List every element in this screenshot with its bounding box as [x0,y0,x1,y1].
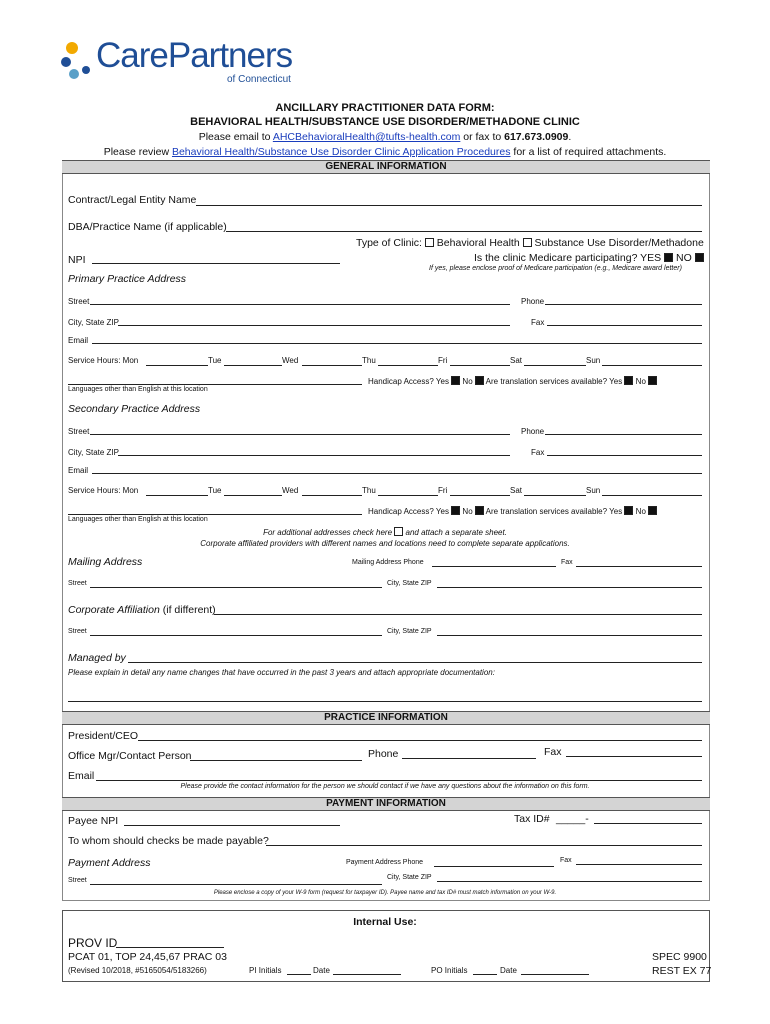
email-instructions: Please email to AHCBehavioralHealth@tufts-health.com or fax to 617.673.0909. [198,131,572,143]
sat-field[interactable] [524,495,586,496]
medicare-row: Is the clinic Medicare participating? YES NO [474,252,704,264]
email-link[interactable]: AHCBehavioralHealth@tufts-health.com [272,131,461,143]
practice-fax-label: Fax [544,746,562,758]
translation-yes-checkbox[interactable] [624,506,633,515]
mailing-city-label: City, State ZIP [387,580,432,587]
practice-email-field[interactable] [96,780,702,781]
logo-text: CarePartners [96,36,293,75]
thu-field[interactable] [378,495,438,496]
primary-phone-field[interactable] [545,304,702,305]
medicare-yes-checkbox[interactable] [664,253,673,262]
mgr-label: Office Mgr/Contact Person [68,750,192,762]
payment-fax-field[interactable] [576,864,702,865]
payment-city-label: City, State ZIP [387,874,432,881]
form-title-2: BEHAVIORAL HEALTH/SUBSTANCE USE DISORDER/METHADONE CLINIC [190,116,580,128]
payee-npi-field[interactable] [124,825,340,826]
managed-by-field[interactable] [128,662,702,663]
spec-text: SPEC 9900 [652,951,707,963]
prov-id-label: PROV ID [68,936,118,950]
practice-phone-label: Phone [368,748,399,760]
translation-no-checkbox[interactable] [648,376,657,385]
primary-fax-field[interactable] [547,325,702,326]
handicap-yes-checkbox[interactable] [451,506,460,515]
dba-label: DBA/Practice Name (if applicable) [68,221,227,233]
mon-field[interactable] [146,365,208,366]
po-date-field[interactable] [521,974,589,975]
po-initials-field[interactable] [473,974,497,975]
primary-hours-row: Service Hours: Mon Tue Wed Thu Fri Sat Sun [68,356,704,368]
payment-fax-label: Fax [560,857,572,864]
pi-initials-label: PI Initials [249,966,282,975]
secondary-address-heading: Secondary Practice Address [68,403,201,415]
corp-city-label: City, State ZIP [387,628,432,635]
practice-fax-field[interactable] [566,756,702,757]
pi-initials-field[interactable] [287,974,311,975]
npi-field[interactable] [92,263,340,264]
secondary-street-label: Street [68,427,90,436]
translation-no-checkbox[interactable] [648,506,657,515]
payable-field[interactable] [266,845,702,846]
secondary-languages-field[interactable] [68,514,362,515]
corp-street-label: Street [68,628,87,635]
mon-field[interactable] [146,495,208,496]
sun-field[interactable] [602,495,702,496]
sun-field[interactable] [602,365,702,366]
handicap-no-checkbox[interactable] [475,376,484,385]
thu-field[interactable] [378,365,438,366]
wed-field[interactable] [302,365,362,366]
logo-subtext: of Connecticut [227,74,291,85]
payment-phone-label: Payment Address Phone [346,859,424,866]
mailing-fax-label: Fax [561,559,573,566]
secondary-access-row: Handicap Access? Yes No Are translation services available? Yes No [368,506,657,516]
payment-phone-field[interactable] [434,866,554,867]
secondary-street-field[interactable] [90,434,510,435]
primary-address-heading: Primary Practice Address [68,273,187,285]
secondary-city-label: City, State ZIP [68,448,119,457]
payment-city-field[interactable] [437,881,702,882]
corp-city-field[interactable] [437,635,702,636]
tax-id-blank[interactable]: _____- [556,813,589,825]
payment-info-header: PAYMENT INFORMATION [62,797,710,811]
primary-email-field[interactable] [92,343,702,344]
payment-note: Please enclose a copy of your W-9 form (request for taxpayer ID). Payee name and tax ID# must match information on your W-9. [213,890,557,896]
po-initials-label: PO Initials [431,966,468,975]
pi-date-label: Date [313,966,330,975]
secondary-phone-label: Phone [521,427,545,436]
dba-field[interactable] [226,231,702,232]
primary-city-label: City, State ZIP [68,318,119,327]
additional-addresses-note: For additional addresses check here and attach a separate sheet. [263,528,507,537]
name-changes-field[interactable] [68,701,702,702]
tue-field[interactable] [224,495,282,496]
ceo-label: President/CEO [68,730,139,742]
primary-city-field[interactable] [118,325,510,326]
practice-note: Please provide the contact information for the person we should contact if we have any questions about the information on this form. [180,783,590,790]
po-date-label: Date [500,966,517,975]
managed-by-label: Managed by [68,652,126,664]
payee-npi-label: Payee NPI [68,815,119,827]
mailing-street-label: Street [68,580,87,587]
payment-street-label: Street [68,877,87,884]
sat-field[interactable] [524,365,586,366]
primary-street-label: Street [68,297,90,306]
pcat-text: PCAT 01, TOP 24,45,67 PRAC 03 [68,951,227,963]
tax-id-label: Tax ID# [514,813,550,825]
tax-id-field[interactable] [594,823,702,824]
medicare-note: If yes, please enclose proof of Medicare participation (e.g., Medicare award letter) [429,265,682,272]
name-changes-instruction: Please explain in detail any name changes that have occurred in the past 3 years and attach appropriate documentation: [68,668,495,677]
secondary-languages-label: Languages other than English at this location [68,516,208,523]
rest-text: REST EX 77 [652,965,712,977]
clinic-type-row: Type of Clinic: Behavioral Health Substance Use Disorder/Methadone [356,237,704,249]
secondary-fax-field[interactable] [547,455,702,456]
npi-label: NPI [68,254,86,266]
handicap-yes-checkbox[interactable] [451,376,460,385]
fri-field[interactable] [450,495,510,496]
carepartners-logo-icon [60,40,100,80]
form-title-1: ANCILLARY PRACTITIONER DATA FORM: [275,102,495,114]
payable-label: To whom should checks be made payable? [68,835,269,847]
mailing-phone-label: Mailing Address Phone [352,559,424,566]
primary-languages-label: Languages other than English at this location [68,386,208,393]
mailing-city-field[interactable] [437,587,702,588]
additional-addresses-checkbox[interactable] [394,527,403,536]
payment-address-heading: Payment Address [68,857,151,869]
mgr-field[interactable] [190,760,362,761]
secondary-hours-row: Service Hours: Mon Tue Wed Thu Fri Sat Sun [68,486,704,498]
general-info-header: GENERAL INFORMATION [62,160,710,174]
primary-street-field[interactable] [90,304,510,305]
primary-phone-label: Phone [521,297,545,306]
secondary-email-label: Email [68,466,89,475]
contract-label: Contract/Legal Entity Name [68,194,197,206]
translation-yes-checkbox[interactable] [624,376,633,385]
primary-languages-field[interactable] [68,384,362,385]
medicare-no-checkbox[interactable] [695,253,704,262]
pi-date-field[interactable] [333,974,401,975]
behavioral-health-checkbox[interactable] [425,238,434,247]
secondary-phone-field[interactable] [545,434,702,435]
substance-use-checkbox[interactable] [523,238,532,247]
corp-street-field[interactable] [90,635,382,636]
ceo-field[interactable] [138,740,702,741]
corporate-note: Corporate affiliated providers with different names and locations need to complete separate applications. [200,539,570,548]
logo [60,38,310,86]
primary-fax-label: Fax [531,318,545,327]
contract-field[interactable] [196,205,702,206]
secondary-email-field[interactable] [92,473,702,474]
corporate-affiliation-label: Corporate Affiliation (if different) [68,604,216,616]
tue-field[interactable] [224,365,282,366]
secondary-fax-label: Fax [531,448,545,457]
mailing-phone-field[interactable] [432,566,556,567]
mailing-fax-field[interactable] [576,566,702,567]
practice-email-label: Email [68,770,95,782]
fri-field[interactable] [450,365,510,366]
corporate-affiliation-field[interactable] [214,614,702,615]
payment-section-frame [62,797,710,901]
prov-id-field[interactable] [116,947,224,948]
handicap-no-checkbox[interactable] [475,506,484,515]
secondary-city-field[interactable] [118,455,510,456]
primary-email-label: Email [68,336,89,345]
internal-use-title: Internal Use: [353,916,417,928]
practice-phone-field[interactable] [402,758,536,759]
mailing-street-field[interactable] [90,587,382,588]
revised-text: (Revised 10/2018, #5165054/5183266) [68,966,207,975]
mailing-address-heading: Mailing Address [68,556,143,568]
payment-street-field[interactable] [90,884,382,885]
wed-field[interactable] [302,495,362,496]
procedures-link[interactable]: Behavioral Health/Substance Use Disorder Clinic Application Procedures [171,146,511,158]
primary-access-row: Handicap Access? Yes No Are translation services available? Yes No [368,376,657,386]
review-instructions: Please review Behavioral Health/Substance Use Disorder Clinic Application Procedures for a list of required attachments. [103,146,667,158]
practice-info-header: PRACTICE INFORMATION [62,711,710,725]
